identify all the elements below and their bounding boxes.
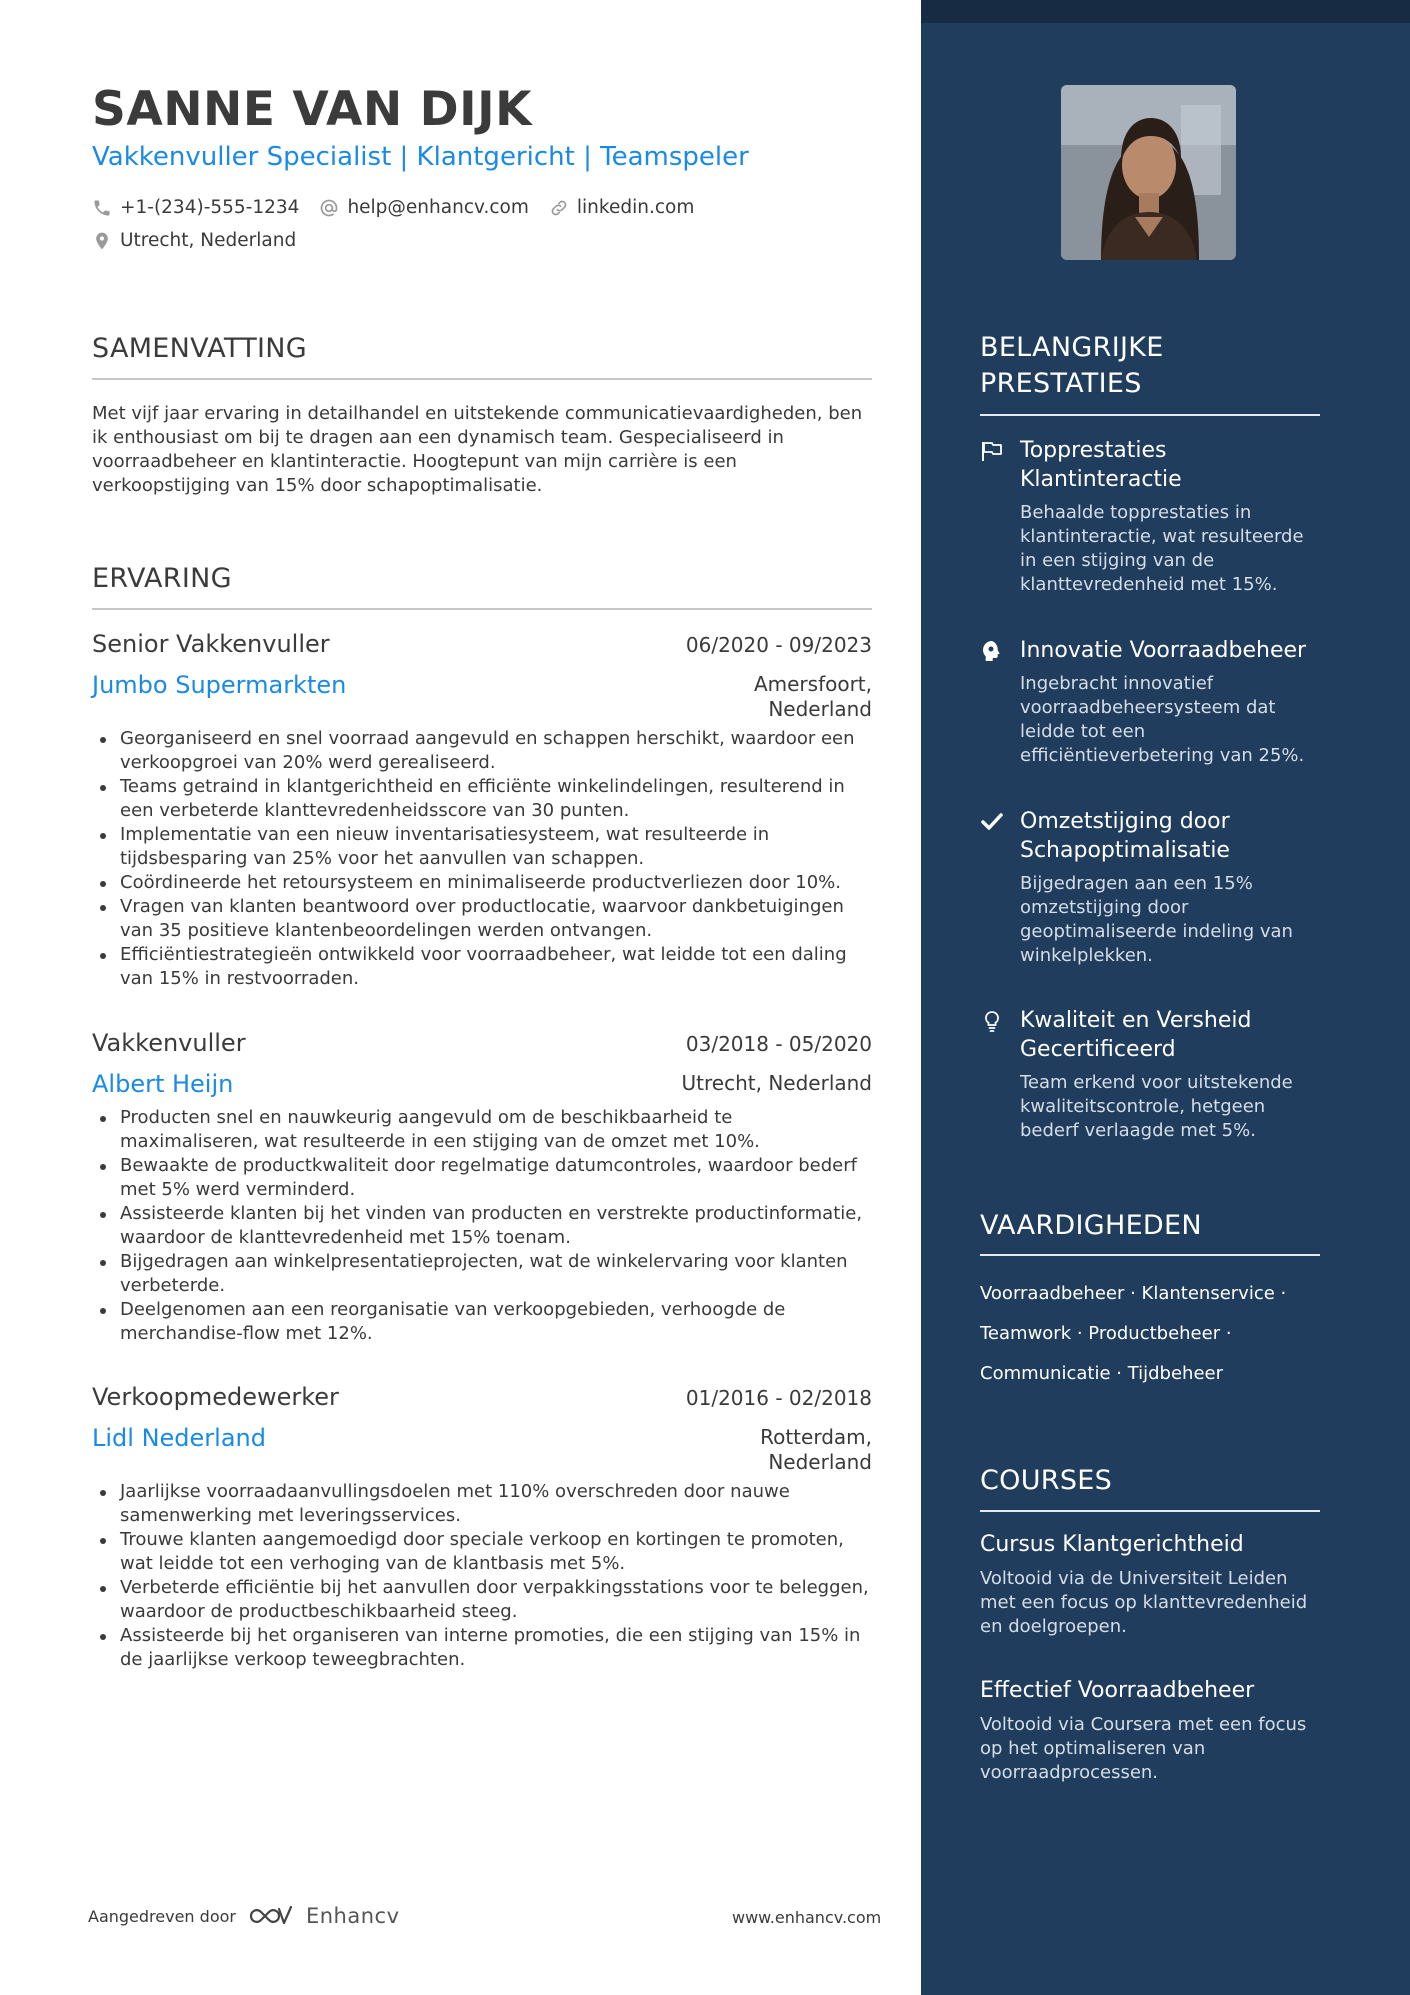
achievement-title: Topprestaties Klantinteractie bbox=[1020, 438, 1182, 492]
contact-row bbox=[92, 197, 714, 218]
bullet-item: Efficiëntiestrategieën ontwikkeld voor voorraadbeheer, wat leidde tot een daling van 15% in restvoorraden. bbox=[92, 943, 872, 991]
job-location-line: Rotterdam, bbox=[760, 1425, 872, 1449]
bullet-item: Coördineerde het retoursysteem en minimaliseerde productverliezen door 10%. bbox=[92, 871, 872, 895]
job-dates: 01/2016 - 02/2018 bbox=[685, 1386, 872, 1410]
achievement-desc: Team erkend voor uitstekende kwaliteitscontrole, hetgeen bederf verlaagde met 5%. bbox=[1020, 1072, 1293, 1141]
location-text: Utrecht, Nederland bbox=[120, 230, 297, 251]
achievement-desc: Ingebracht innovatief voorraadbeheersysteem dat leidde tot een efficiëntieverbetering van 25%. bbox=[1020, 673, 1305, 766]
flag-icon bbox=[980, 440, 1004, 462]
bullet-item: Assisteerde bij het organiseren van interne promoties, die een stijging van 15% in de jaarlijkse verkoop teweegbrachten. bbox=[92, 1624, 872, 1672]
brain-icon bbox=[980, 640, 1004, 662]
map-pin-icon bbox=[92, 231, 112, 251]
achievements-divider bbox=[980, 414, 1320, 416]
linkedin-text[interactable]: linkedin.com bbox=[576, 197, 695, 218]
job-dates: 06/2020 - 09/2023 bbox=[685, 633, 872, 657]
location-row bbox=[92, 230, 316, 251]
company-name[interactable]: Jumbo Supermarkten bbox=[92, 671, 347, 699]
achievement-title: Innovatie Voorraadbeheer bbox=[1020, 638, 1307, 663]
courses-divider bbox=[980, 1510, 1320, 1512]
job-location-line: Nederland bbox=[768, 1450, 872, 1474]
footer-powered-by bbox=[88, 1904, 400, 1928]
achievement-desc: Behaalde topprestaties in klantinteractie, wat resulteerde in een stijging van de klanttevredenheid met 15%. bbox=[1020, 502, 1304, 595]
phone-icon bbox=[92, 198, 112, 218]
experience-divider bbox=[92, 608, 872, 610]
skills-list bbox=[980, 1274, 1320, 1394]
enhancv-logo-icon bbox=[248, 1904, 294, 1928]
course-title: Cursus Klantgerichtheid bbox=[980, 1532, 1244, 1557]
skills-heading: VAARDIGHEDEN bbox=[980, 1210, 1202, 1241]
powered-by-text: Aangedreven door bbox=[88, 1906, 236, 1926]
candidate-name: SANNE VAN DIJK bbox=[92, 82, 533, 137]
skills-divider bbox=[980, 1254, 1320, 1256]
job-location bbox=[754, 672, 872, 722]
link-icon bbox=[549, 198, 569, 218]
bullet-item: Deelgenomen aan een reorganisatie van verkoopgebieden, verhoogde de merchandise-flow met 12%. bbox=[92, 1298, 872, 1346]
email-item bbox=[319, 197, 528, 218]
job-title: Vakkenvuller bbox=[92, 1029, 246, 1057]
skills-line: Teamwork · Productbeheer · bbox=[980, 1323, 1232, 1344]
phone-text[interactable]: +1-(234)-555-1234 bbox=[120, 197, 300, 218]
brand-name[interactable]: Enhancv bbox=[305, 1904, 400, 1928]
achievements-heading bbox=[980, 330, 1164, 402]
sidebar bbox=[921, 0, 1410, 1995]
tagline: Vakkenvuller Specialist | Klantgericht | Teamspeler bbox=[92, 142, 749, 172]
achievement-desc: Bijgedragen aan een 15% omzetstijging door geoptimaliseerde indeling van winkelplekken. bbox=[1020, 873, 1293, 966]
footer-url[interactable]: www.enhancv.com bbox=[732, 1908, 882, 1927]
checkmark-icon bbox=[980, 811, 1004, 833]
course-desc: Voltooid via Coursera met een focus op het optimaliseren van voorraadprocessen. bbox=[980, 1714, 1307, 1783]
achievements-heading-line: PRESTATIES bbox=[980, 368, 1142, 399]
sidebar-top-bar bbox=[921, 0, 1410, 23]
job-location bbox=[682, 1071, 872, 1096]
email-text[interactable]: help@enhancv.com bbox=[347, 197, 529, 218]
bullet-item: Implementatie van een nieuw inventarisatiesysteem, wat resulteerde in tijdsbesparing van 25% voor het aanvullen van schappen. bbox=[92, 823, 872, 871]
at-icon bbox=[319, 198, 339, 218]
job-bullets bbox=[92, 1106, 872, 1346]
summary-text: Met vijf jaar ervaring in detailhandel en uitstekende communicatievaardigheden, ben ik enthousiast om bij te dragen aan een dynamisch team. Gespecialiseerd in voorraadbeheer en klantinteractie. Hoogtepunt van mijn carrière is een verkoopstijging van 15% door schapoptimalisatie. bbox=[92, 403, 863, 496]
job-bullets bbox=[92, 1480, 872, 1672]
profile-photo-illustration bbox=[1061, 85, 1236, 260]
company-name[interactable]: Albert Heijn bbox=[92, 1070, 234, 1098]
achievement-title: Kwaliteit en Versheid Gecertificeerd bbox=[1020, 1008, 1252, 1062]
skills-line: Voorraadbeheer · Klantenservice · bbox=[980, 1283, 1287, 1304]
bullet-item: Bijgedragen aan winkelpresentatieprojecten, wat de winkelervaring voor klanten verbeterde. bbox=[92, 1250, 872, 1298]
bullet-item: Producten snel en nauwkeurig aangevuld om de beschikbaarheid te maximaliseren, wat resulteerde in een stijging van de omzet met 10%. bbox=[92, 1106, 872, 1154]
bullet-item: Teams getraind in klantgerichtheid en efficiënte winkelindelingen, resulterend in een verbeterde klanttevredenheidsscore van 30 punten. bbox=[92, 775, 872, 823]
achievement-title: Omzetstijging door Schapoptimalisatie bbox=[1020, 809, 1230, 863]
job-bullets bbox=[92, 727, 872, 991]
job-location-line: Nederland bbox=[768, 697, 872, 721]
company-name[interactable]: Lidl Nederland bbox=[92, 1424, 266, 1452]
job-location-line: Amersfoort, bbox=[753, 672, 872, 696]
bullet-item: Georganiseerd en snel voorraad aangevuld en schappen herschikt, waardoor een verkoopgroei van 20% werd gerealiseerd. bbox=[92, 727, 872, 775]
profile-photo bbox=[1061, 85, 1236, 260]
summary-divider bbox=[92, 378, 872, 380]
lightbulb-icon bbox=[980, 1010, 1004, 1032]
job-title: Verkoopmedewerker bbox=[92, 1383, 339, 1411]
location-item bbox=[92, 230, 296, 251]
job-title: Senior Vakkenvuller bbox=[92, 630, 330, 658]
experience-heading: ERVARING bbox=[92, 563, 232, 594]
courses-heading: COURSES bbox=[980, 1465, 1113, 1496]
bullet-item: Vragen van klanten beantwoord over productlocatie, waarvoor dankbetuigingen van 35 positieve klantenbeoordelingen werden ontvangen. bbox=[92, 895, 872, 943]
bullet-item: Bewaakte de productkwaliteit door regelmatige datumcontroles, waardoor bederf met 5% werd verminderd. bbox=[92, 1154, 872, 1202]
course-desc: Voltooid via de Universiteit Leiden met een focus op klanttevredenheid en doelgroepen. bbox=[980, 1568, 1308, 1637]
summary-heading: SAMENVATTING bbox=[92, 333, 307, 364]
bullet-item: Verbeterde efficiëntie bij het aanvullen door verpakkingsstations voor te beleggen, waardoor de productbeschikbaarheid steeg. bbox=[92, 1576, 872, 1624]
job-location-line: Utrecht, Nederland bbox=[681, 1071, 872, 1095]
bullet-item: Trouwe klanten aangemoedigd door speciale verkoop en kortingen te promoten, wat leidde tot een verhoging van de klantbasis met 5%. bbox=[92, 1528, 872, 1576]
achievements-heading-line: BELANGRIJKE bbox=[980, 332, 1164, 363]
linkedin-item bbox=[549, 197, 694, 218]
skills-line: Communicatie · Tijdbeheer bbox=[980, 1363, 1224, 1384]
bullet-item: Jaarlijkse voorraadaanvullingsdoelen met 110% overschreden door nauwe samenwerking met leveringsservices. bbox=[92, 1480, 872, 1528]
job-location bbox=[760, 1425, 872, 1475]
course-title: Effectief Voorraadbeheer bbox=[980, 1678, 1255, 1703]
bullet-item: Assisteerde klanten bij het vinden van producten en verstrekte productinformatie, waardoor de klanttevredenheid met 15% toenam. bbox=[92, 1202, 872, 1250]
phone-item bbox=[92, 197, 299, 218]
job-dates: 03/2018 - 05/2020 bbox=[685, 1032, 872, 1056]
